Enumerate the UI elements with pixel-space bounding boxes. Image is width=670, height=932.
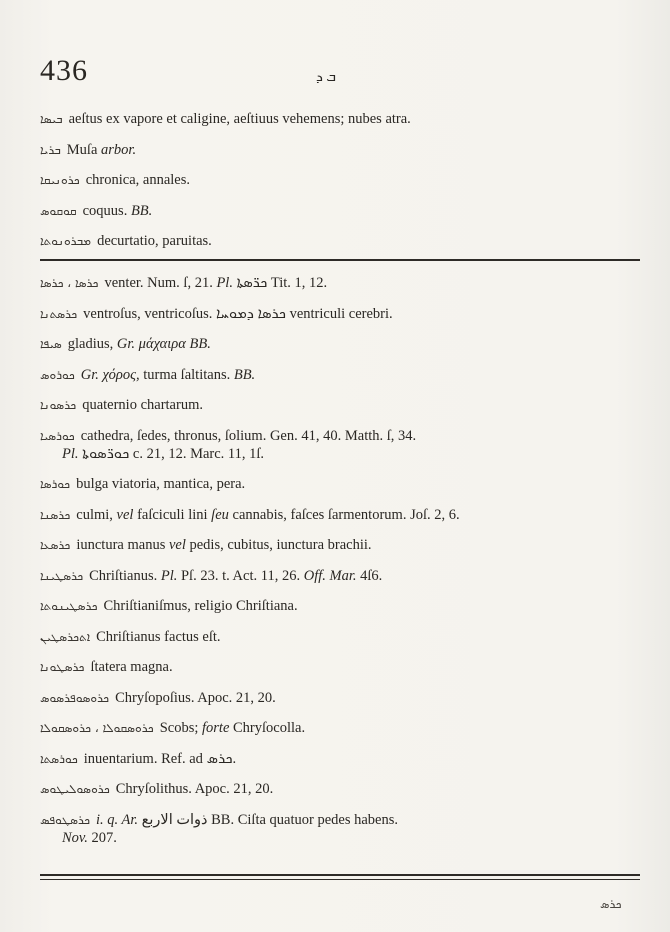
entry-continuation (40, 829, 640, 847)
syriac-headword: ܟܘܪܣܝܐ (40, 428, 75, 443)
footer-rule (40, 874, 640, 876)
entry-text: Chriſtianiſmus, religio Chriſtiana. (103, 598, 298, 614)
entry-italic-2: Nov. (62, 829, 88, 846)
entry-text: chronica, annales. (85, 172, 191, 188)
syriac-headword: ܡܒܪܘܢܘܬܐ (40, 234, 92, 248)
catchword: ܟܪܣ (600, 897, 622, 911)
dictionary-entry (40, 689, 640, 707)
dictionary-entry (40, 658, 640, 676)
entry-text: Scobs; (159, 720, 199, 736)
entry-continuation (40, 445, 640, 463)
syriac-headword: ܟܪܣܛܘܦܣ (40, 812, 90, 827)
syriac-headword: ܟܘܪܣܐ (40, 477, 71, 491)
dictionary-entry (40, 305, 640, 323)
syriac-headword: ܟܪܘܣܘܠܝܛܘܣ (40, 782, 110, 796)
footer-rule-thin (40, 879, 640, 880)
syriac-headword: ܟܪܘܣܩܘܠܐ ، ܟܪܘܣܩܘܠܐ (40, 721, 154, 735)
entry-italic: BB. (130, 202, 153, 219)
entry-text: cathedra, ſedes, thronus, ſolium. Gen. 41, 40. Matth. ſ, 34. (80, 427, 417, 444)
syriac-headword: ܟܪܣܛܘܢܐ (40, 660, 85, 674)
syriac-headword: ܟܪܘܣܘܦܪܣܘܣ (40, 690, 110, 705)
syriac-headword: ܟܪܣܬܢܐ (40, 306, 78, 321)
dictionary-entry (40, 274, 640, 292)
syriac-headword: ܟܪܣܐ ، ܟܪܣܐ (40, 276, 99, 290)
dictionary-entry (40, 475, 640, 493)
syriac-headword: ܟܪܣܥܐ (40, 538, 71, 552)
entry-italic: vel (168, 537, 186, 553)
entry-italic: Pl. (216, 275, 233, 291)
syriac-headword: ܟܘܪܘܣ (40, 367, 75, 382)
entry-text: quaternio chartarum. (82, 397, 203, 413)
entry-italic-2: ſeu (211, 506, 229, 523)
dictionary-entry (40, 335, 640, 353)
dictionary-entry (40, 141, 640, 159)
entry-cont-text: 207. (91, 829, 117, 846)
dictionary-entry (40, 506, 640, 524)
entry-text-2: Pſ. 23. t. Act. 11, 26. (180, 567, 301, 584)
header-letters: ܒ ܕ (316, 70, 336, 85)
syriac-headword: ܟܪܘܢܝܩܐ (40, 173, 80, 187)
entry-text: Chriſtianus factus eſt. (96, 628, 221, 645)
entry-text-2: pedis, cubitus, iunctura brachii. (189, 537, 372, 553)
entry-text-2: turma ſaltitans. (143, 366, 231, 383)
syriac-headword: ܟܪܣܛܝܢܐ (40, 568, 84, 583)
syriac-headword: ܟܪܣܘܢܐ (40, 398, 77, 412)
entry-text: coquus. (82, 202, 128, 219)
syriac-headword: ܩܘܩܘܣ (40, 203, 77, 218)
page-number: 436 (40, 54, 88, 87)
entry-text: iunctura manus (76, 537, 166, 553)
entry-text-2: ܟܪܣܐ ܕܡܘܚܐ ventriculi cerebri. (216, 305, 393, 322)
entry-text-2: ذوات الاربع BB. Ciſta quatuor pedes habens. (141, 811, 398, 828)
entry-text: ventroſus, ventricoſus. (83, 305, 213, 322)
dictionary-entry (40, 719, 640, 737)
entry-text-3: 4ſ6. (360, 567, 383, 584)
entry-italic: Gr. χόρος, (80, 366, 140, 383)
dictionary-entry (40, 750, 640, 768)
dictionary-entry (40, 366, 640, 384)
dictionary-entry (40, 202, 640, 220)
dictionary-entries (40, 110, 640, 859)
dictionary-entry (40, 597, 640, 615)
entry-text: Chriſtianus. (89, 567, 158, 584)
entry-text: decurtatio, paruitas. (97, 233, 212, 249)
entry-text: aeſtus ex vapore et caligine, aeſtiuus vehemens; nubes atra. (68, 111, 411, 127)
entry-italic: forte (202, 720, 230, 736)
entry-text: Chryſopoſius. Apoc. 21, 20. (115, 689, 276, 706)
dictionary-entry (40, 427, 640, 463)
entry-italic: i. q. Ar. (96, 811, 139, 828)
entry-text: inuentarium. Ref. ad ܟܪܣ. (83, 750, 237, 767)
dictionary-entry (40, 396, 640, 414)
entry-italic: vel (116, 506, 134, 523)
syriac-headword: ܟܪܣܢܐ (40, 507, 71, 522)
entry-text-3: cannabis, faſces ſarmentorum. Joſ. 2, 6. (232, 506, 460, 523)
dictionary-entry (40, 811, 640, 847)
entry-text: culmi, (76, 506, 113, 523)
entry-text-2: faſciculi lini (137, 506, 208, 523)
entry-text-2: Chryſocolla. (233, 720, 306, 736)
entry-text: Chryſolithus. Apoc. 21, 20. (115, 781, 274, 797)
syriac-headword: ܣܝܦܐ (40, 337, 62, 351)
syriac-headword: ܒܝܣܐ (40, 112, 63, 126)
dictionary-entry (40, 171, 640, 189)
syriac-headword: ܒܪܝܐ (40, 142, 61, 157)
entry-italic: Pl. (160, 567, 178, 584)
entry-italic-2: Off. Mar. (303, 567, 357, 584)
entry-text: venter. Num. ſ, 21. (104, 275, 213, 291)
syriac-headword: ܐܬܟܪܣܛܝܢ (40, 629, 91, 644)
entry-text: ſtatera magna. (90, 659, 173, 675)
dictionary-entry (40, 536, 640, 554)
entry-cont-text: ܟܘܪ̈ܣܘܬܐ c. 21, 12. Marc. 11, 1ſ. (82, 445, 265, 462)
dictionary-entry (40, 110, 640, 128)
entry-italic: Gr. μάχαιρα BB. (116, 336, 211, 352)
entry-italic: arbor. (101, 141, 137, 158)
dictionary-entry (40, 628, 640, 646)
dictionary-entry (40, 567, 640, 585)
syriac-headword: ܟܪܣܛܝܢܘܬܐ (40, 599, 98, 613)
entry-italic-2: BB. (233, 366, 256, 383)
entry-text: bulga viatoria, mantica, pera. (76, 476, 246, 492)
dictionary-entry (40, 232, 640, 250)
entry-text: Muſa (66, 141, 98, 158)
entry-italic: Pl. (62, 445, 79, 462)
syriac-headword: ܟܘܪܣܬܐ (40, 751, 78, 766)
entry-text-2: ܟܪ̈ܣܬܐ Tit. 1, 12. (236, 275, 328, 291)
dictionary-entry (40, 780, 640, 798)
entry-text: gladius, (67, 336, 114, 352)
